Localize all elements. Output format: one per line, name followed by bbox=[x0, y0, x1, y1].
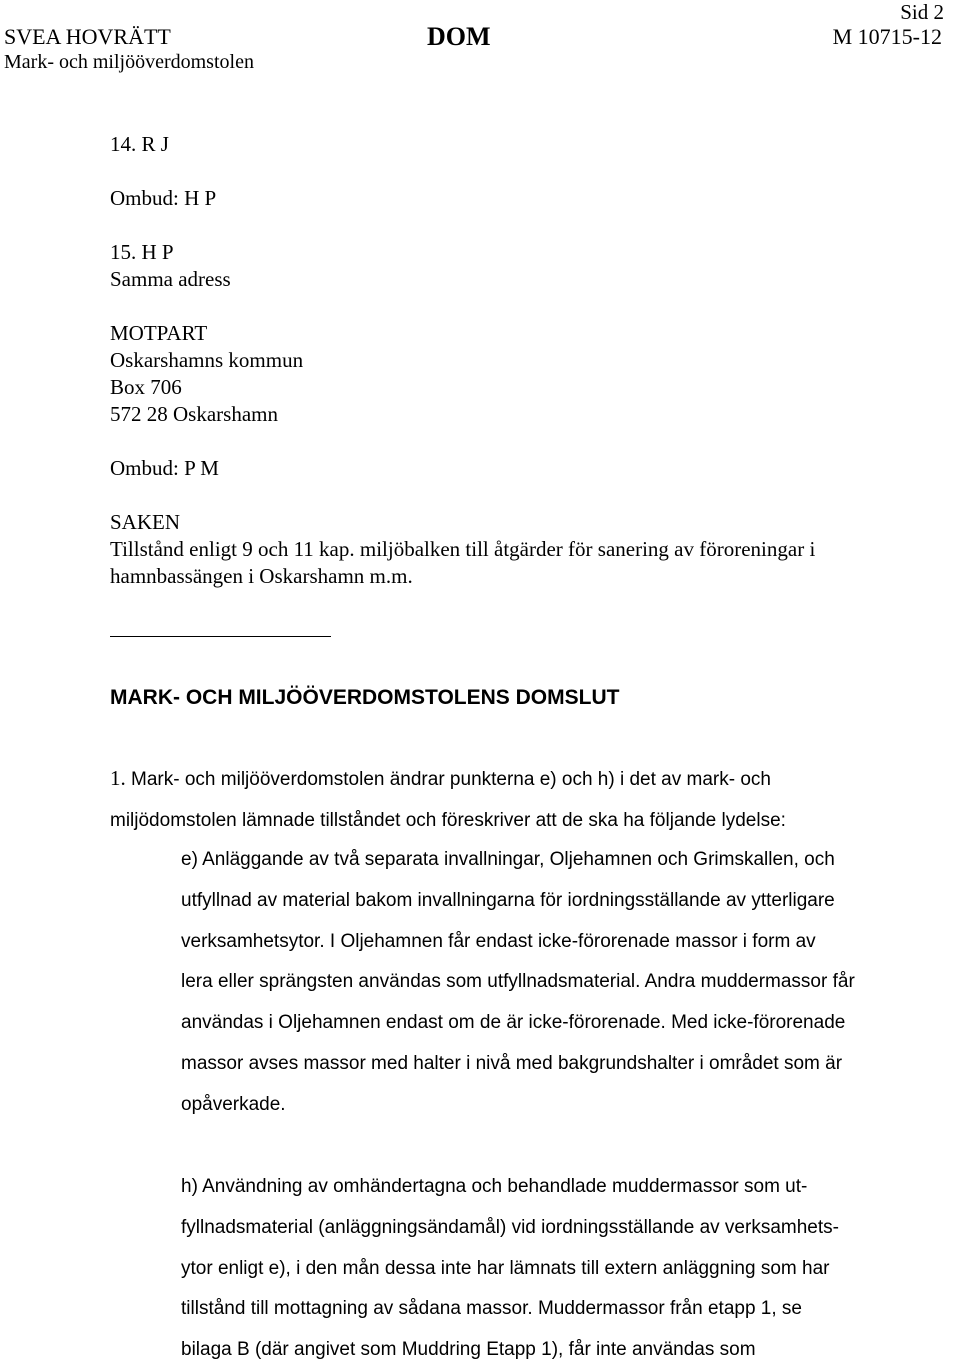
subpoint-h-line: bilaga B (där angivet som Muddring Etapp 1), får inte användas som bbox=[181, 1339, 756, 1361]
party-15-address: Samma adress bbox=[110, 267, 231, 291]
court-department: Mark- och miljööverdomstolen bbox=[4, 51, 254, 73]
counterparty-box: Box 706 bbox=[110, 375, 182, 399]
verdict-paragraph-1-line-2: miljödomstolen lämnade tillståndet och föreskriver att de ska ha följande lydelse: bbox=[110, 809, 786, 831]
counterparty-counsel: Ombud: P M bbox=[110, 456, 219, 480]
matter-line-1: Tillstånd enligt 9 och 11 kap. miljöbalken till åtgärder för sanering av föroreningar i bbox=[110, 537, 816, 561]
subpoint-h-line: ytor enligt e), i den mån dessa inte har lämnats till extern anläggning som har bbox=[181, 1257, 830, 1279]
case-number: M 10715-12 bbox=[832, 24, 942, 49]
document-type: DOM bbox=[427, 22, 491, 51]
counterparty-heading: MOTPART bbox=[110, 321, 208, 345]
subpoint-e-line: verksamhetsytor. I Oljehamnen får endast icke-förorenade massor i form av bbox=[181, 930, 816, 952]
subpoint-h-line: h) Användning av omhändertagna och behandlade muddermassor som ut- bbox=[181, 1176, 808, 1197]
page-number: Sid 2 bbox=[900, 0, 944, 24]
party-14: 14. R J bbox=[110, 132, 169, 156]
counterparty-city: 572 28 Oskarshamn bbox=[110, 402, 278, 426]
counterparty-name: Oskarshamns kommun bbox=[110, 348, 304, 372]
subpoint-e-line: opåverkade. bbox=[181, 1093, 286, 1115]
party-14-counsel: Ombud: H P bbox=[110, 186, 217, 210]
subpoint-h-line: fyllnadsmaterial (anläggningsändamål) vid iordningsställande av verksamhets- bbox=[181, 1216, 839, 1238]
subpoint-e-line: utfyllnad av material bakom invallningarna för iordningsställande av ytterligare bbox=[181, 889, 835, 911]
section-divider bbox=[110, 636, 331, 637]
subpoint-e-line: massor avses massor med halter i nivå med bakgrundshalter i området som är bbox=[181, 1052, 843, 1074]
verdict-title: MARK- OCH MILJÖÖVERDOMSTOLENS DOMSLUT bbox=[110, 686, 620, 709]
subpoint-h bbox=[181, 1167, 941, 1371]
subpoint-e-line: e) Anläggande av två separata invallningar, Oljehamnen och Grimskallen, och bbox=[181, 849, 835, 870]
verdict-paragraph-1-line-1: 1. Mark- och miljööverdomstolen ändrar punkterna e) och h) i det av mark- och bbox=[110, 766, 771, 790]
verdict-paragraph-1 bbox=[110, 758, 870, 842]
subpoint-e-line: användas i Oljehamnen endast om de är icke-förorenade. Med icke-förorenade bbox=[181, 1012, 846, 1034]
party-15: 15. H P bbox=[110, 240, 174, 264]
subpoint-h-line: tillstånd till mottagning av sådana massor. Muddermassor från etapp 1, se bbox=[181, 1298, 802, 1320]
paragraph-number: 1. bbox=[110, 766, 126, 790]
matter-heading: SAKEN bbox=[110, 510, 181, 534]
court-name: SVEA HOVRÄTT bbox=[4, 24, 171, 49]
subpoint-e-line: lera eller sprängsten användas som utfyllnadsmaterial. Andra muddermassor får bbox=[181, 971, 855, 993]
subpoint-e bbox=[181, 840, 941, 1126]
matter-line-2: hamnbassängen i Oskarshamn m.m. bbox=[110, 564, 413, 588]
